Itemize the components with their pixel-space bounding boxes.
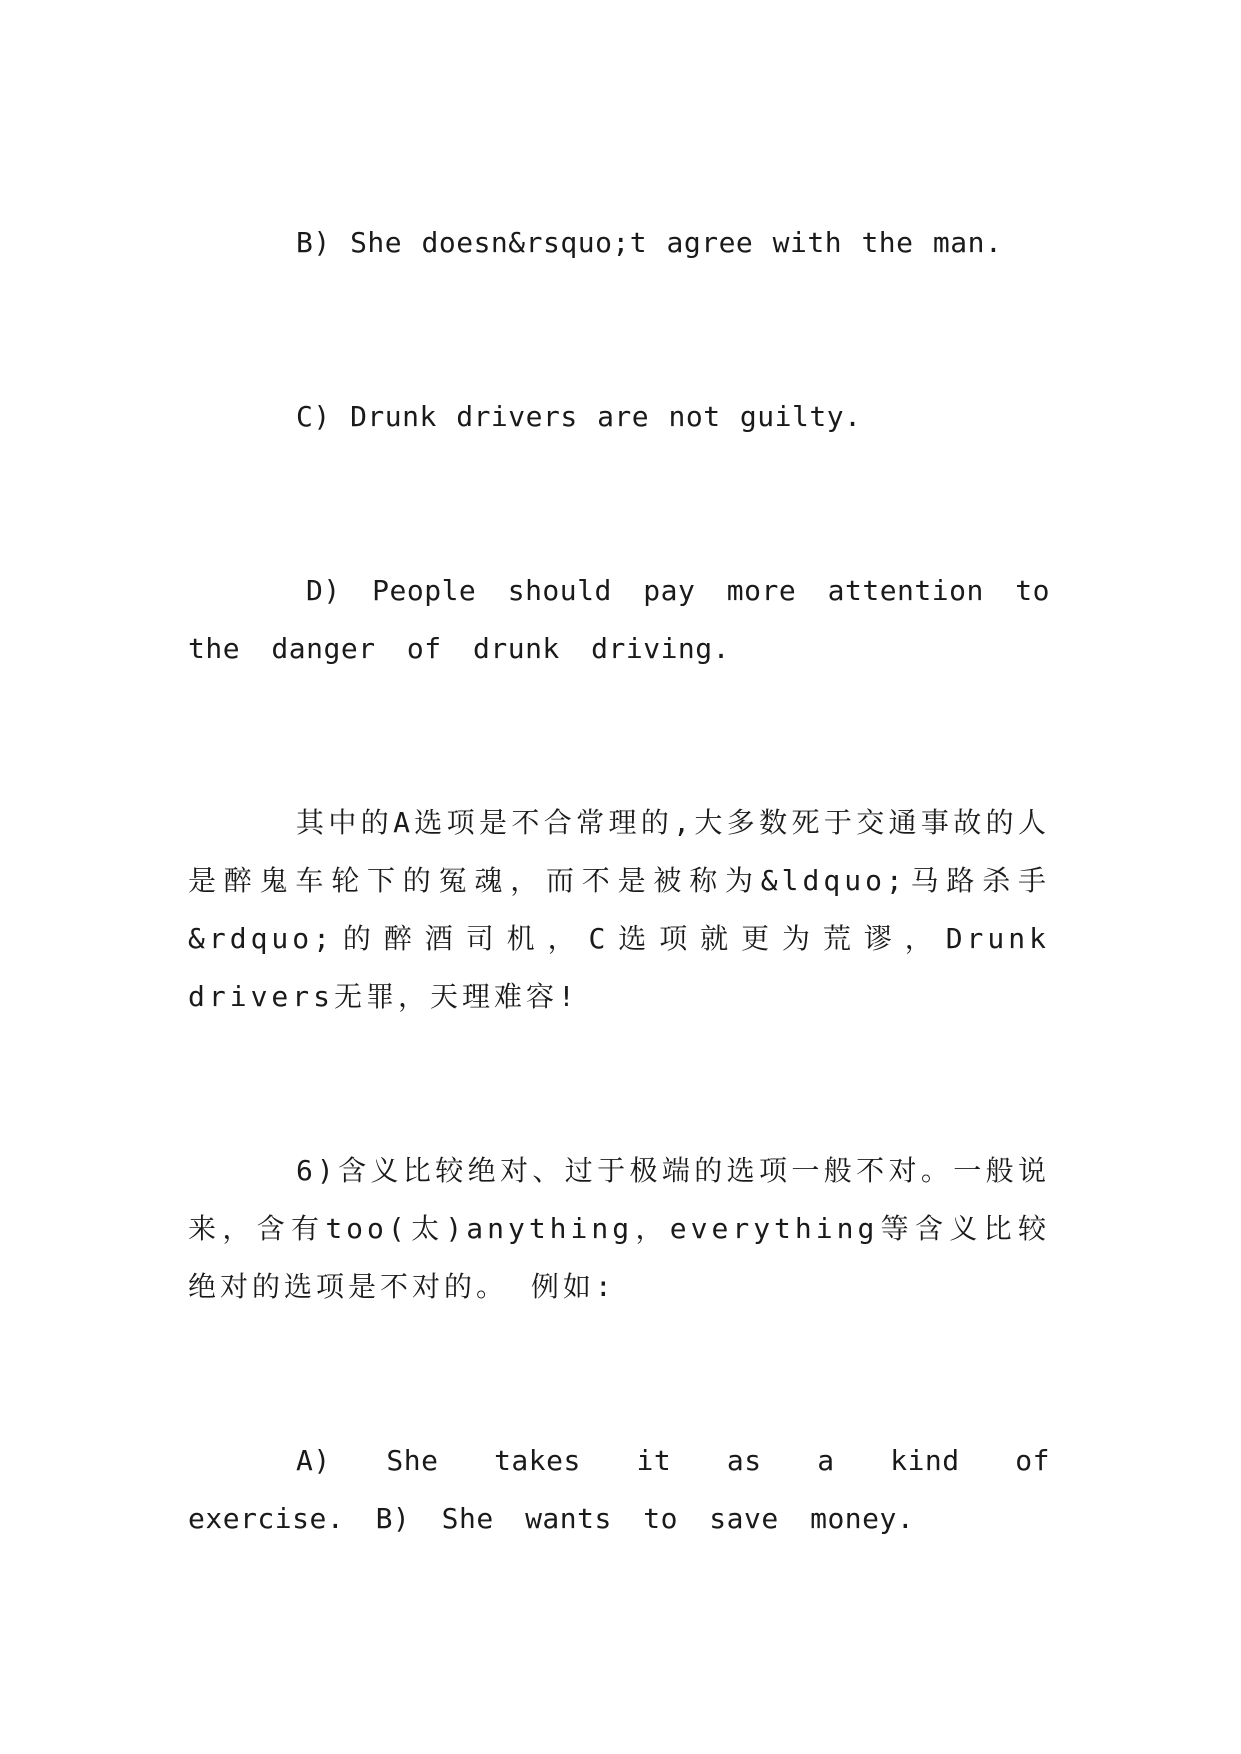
option-d-paragraph: D) People should pay more attention to the danger of drunk driving.	[188, 574, 1050, 665]
example-options-paragraph: A) She takes it as a kind of exercise. B) She wants to save money.	[188, 1444, 1050, 1535]
option-c-paragraph: C) Drunk drivers are not guilty.	[296, 400, 862, 433]
option-b-paragraph: B) She doesn&rsquo;t agree with the man.	[296, 226, 1003, 259]
explanation-paragraph: 其中的A选项是不合常理的,大多数死于交通事故的人是醉鬼车轮下的冤魂，而不是被称为&ldquo;马路杀手&rdquo;的醉酒司机，C选项就更为荒谬，Drunk drivers无罪，天理难容!	[188, 806, 1050, 1013]
rule-6-paragraph: 6)含义比较绝对、过于极端的选项一般不对。一般说来，含有too(太)anything，everything等含义比较绝对的选项是不对的。 例如:	[188, 1154, 1050, 1303]
